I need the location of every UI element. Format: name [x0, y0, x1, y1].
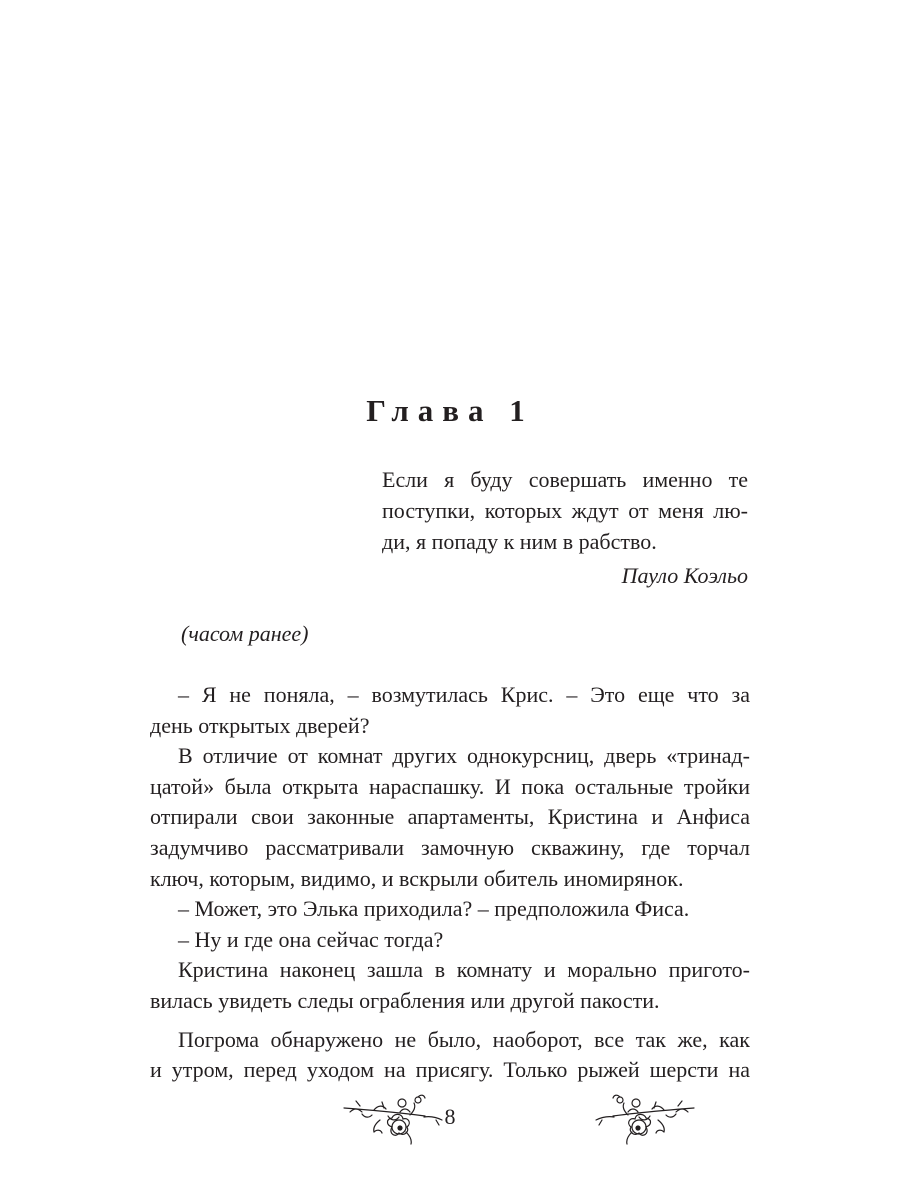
paragraph-line: Погрома обнаружено не было, наоборот, все так же, как [178, 1026, 750, 1052]
paragraph-line: Кристина наконец зашла в комнату и морально пригото- [178, 957, 750, 983]
paragraph-line: В отличие от комнат других однокурсниц, дверь «тринад- [178, 743, 750, 769]
body-text [150, 680, 750, 1086]
paragraph-line: – Я не поняла, – возмутилась Крис. – Это еще что за [178, 682, 750, 707]
epigraph-line: Если я буду совершать именно те [382, 467, 748, 492]
paragraph-line: день открытых дверей? [150, 712, 370, 738]
floral-ornament-icon [478, 1090, 698, 1150]
paragraph-line: задумчиво рассматривали замочную скважину, где торчал [150, 834, 750, 860]
page-number: 8 [444, 1104, 456, 1129]
paragraph-line: отпирали свои законные апартаменты, Кристина и Анфиса [150, 804, 750, 830]
paragraph-line: – Ну и где она сейчас тогда? [178, 926, 444, 952]
page-footer [0, 1090, 900, 1150]
chapter-title: Глава 1 [366, 393, 534, 428]
epigraph [382, 464, 748, 557]
paragraph-line: – Может, это Элька приходила? – предположила Фиса. [178, 896, 690, 922]
paragraph-line: вилась увидеть следы ограбления или другой пакости. [150, 987, 660, 1013]
paragraph-line: и утром, перед уходом на присягу. Только рыжей шерсти на [150, 1057, 750, 1083]
epigraph-line: ди, я попаду к ним в рабство. [382, 529, 657, 554]
paragraph-line: ключ, которым, видимо, и вскрыли обитель иномирянок. [150, 865, 684, 891]
epigraph-author: Пауло Коэльо [621, 563, 748, 588]
epigraph-line: поступки, которых ждут от меня лю- [382, 498, 748, 523]
time-note: (часом ранее) [181, 621, 309, 646]
paragraph-line: цатой» была открыта нараспашку. И пока остальные тройки [150, 773, 750, 799]
